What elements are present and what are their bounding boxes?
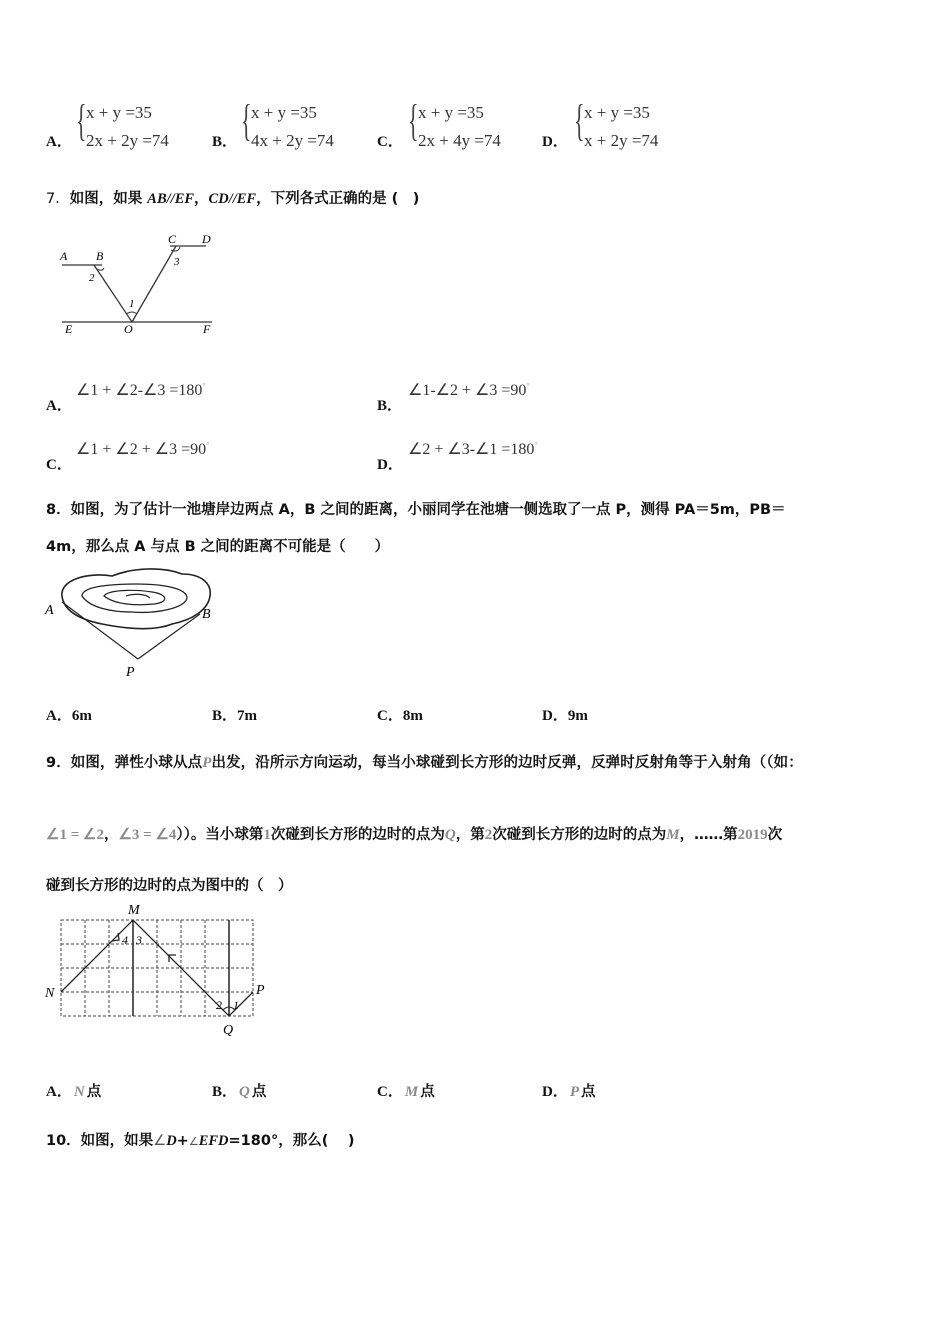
q7-option-b-expr: ∠1-∠2 + ∠3 =90° [408, 381, 530, 399]
pond-ripple-center [126, 594, 150, 598]
q7-option-d-expr: ∠2 + ∠3-∠1 =180° [408, 440, 538, 458]
arrow-icon [169, 955, 176, 962]
q9-eq-angles-34: ∠3 = ∠4 [118, 827, 177, 843]
q8-stem-line1: 8．如图，为了估计一池塘岸边两点 A，B 之间的距离，小丽同学在池塘一侧选取了一点 P，测得 PA＝5m，PB＝ [46, 502, 786, 518]
fig-angle-4: 4 [122, 933, 128, 947]
q9-stem-line2: ∠1 = ∠2，∠3 = ∠4））。当小球第1次碰到长方形的边时的点为Q，第2次碰到长方形的边时的点为M，……第2019次 [46, 827, 783, 843]
q8-option-c: C．8m [377, 708, 423, 724]
fig-label-n: N [45, 986, 55, 1001]
fig-angle-2: 2 [89, 272, 95, 284]
fig-label-e: E [65, 322, 73, 336]
q7-option-c-expr: ∠1 + ∠2 + ∠3 =90° [76, 440, 210, 458]
q6-option-c-label: C． [377, 134, 403, 150]
q6-option-d-brace: { [574, 96, 585, 145]
q6-option-a-eq2: 2x + 2y =74 [86, 131, 169, 150]
q9-stem-line3: 碰到长方形的边时的点为图中的（ ） [46, 878, 293, 894]
q9-option-b: B． Q 点 [212, 1084, 267, 1100]
q9-point-p: P [202, 755, 212, 771]
q6-option-d-label: D． [542, 134, 568, 150]
fig-label-b: B [96, 249, 104, 263]
q7-cond-ab-ef: AB//EF [147, 191, 195, 207]
fig-angle-2: 2 [216, 998, 222, 1012]
fig-label-b: B [202, 607, 211, 622]
fig-label-p: P [256, 983, 265, 998]
q7-sep: ， [194, 191, 209, 207]
fig-angle-3: 3 [136, 933, 142, 947]
q8-option-a: A．6m [46, 708, 92, 724]
pond-ripple-inner [104, 590, 165, 604]
pond-ripple-outer [82, 584, 187, 612]
fig-label-f: F [203, 322, 211, 336]
line-oc [132, 246, 176, 322]
q8-stem-line2: 4m，那么点 A 与点 B 之间的距离不可能是（ ） [46, 539, 390, 555]
q9-option-d: D． P 点 [542, 1084, 596, 1100]
fig-angle-1: 1 [129, 298, 135, 310]
q6-option-b-eq2: 4x + 2y =74 [251, 131, 334, 150]
fig-label-c: C [168, 232, 177, 246]
angle-1-arc [126, 312, 137, 314]
q6-option-d-eq1: x + y =35 [584, 103, 650, 122]
q7-text-pre: 如图，如果 [69, 191, 148, 207]
fig-angle-3: 3 [174, 256, 180, 268]
fig-label-m: M [128, 903, 140, 918]
angle-2-arc [97, 268, 104, 270]
segment-pb [138, 614, 200, 659]
q7-option-a-label: A． [46, 398, 72, 414]
q6-option-b-label: B． [212, 134, 238, 150]
fig-angle-1: 1 [233, 998, 239, 1012]
q6-option-c-brace: { [408, 96, 419, 145]
q7-option-a-expr: ∠1 + ∠2-∠3 =180° [76, 381, 206, 399]
q9-stem-line1: 9．如图，弹性小球从点P出发，沿所示方向运动，每当小球碰到长方形的边时反弹，反弹时反射角等于入射角（（如： [46, 755, 803, 771]
q7-option-d-label: D． [377, 457, 403, 473]
fig-label-a: A [45, 603, 54, 618]
q8-option-d: D．9m [542, 708, 588, 724]
q6-option-c-eq2: 2x + 4y =74 [418, 131, 501, 150]
q7-figure [56, 228, 226, 340]
q9-eq-angles-12: ∠1 = ∠2 [46, 827, 104, 843]
q7-option-c-label: C． [46, 457, 72, 473]
fig-label-d: D [202, 232, 211, 246]
q6-option-a-eq1: x + y =35 [86, 103, 152, 122]
q7-option-b-label: B． [377, 398, 403, 414]
q7-number: 7． [46, 191, 70, 207]
q8-option-b: B．7m [212, 708, 258, 724]
q7-text-post: ，下列各式正确的是 ( ) [256, 191, 420, 207]
dashed-grid [61, 920, 253, 1016]
q6-option-c-eq1: x + y =35 [418, 103, 484, 122]
q7-stem [46, 187, 419, 208]
fig-label-q: Q [223, 1023, 234, 1038]
fig-label-o: O [124, 322, 133, 336]
q9-option-c: C． M 点 [377, 1084, 435, 1100]
q7-cond-cd-ef: CD//EF [208, 191, 257, 207]
q8-figure [42, 562, 222, 682]
q9-option-a: A． N 点 [46, 1084, 102, 1100]
q6-option-a-brace: { [76, 96, 87, 145]
q9-figure [42, 900, 272, 1040]
q6-option-b-eq1: x + y =35 [251, 103, 317, 122]
segment-pa [62, 602, 138, 659]
fig-label-p: P [126, 665, 135, 680]
fig-label-a: A [60, 249, 68, 263]
q6-option-b-brace: { [241, 96, 252, 145]
q6-option-a-label: A． [46, 134, 72, 150]
q6-option-d-eq2: x + 2y =74 [584, 131, 659, 150]
q10-stem: 10．如图，如果∠D+∠EFD=180°，那么( ) [46, 1133, 355, 1149]
